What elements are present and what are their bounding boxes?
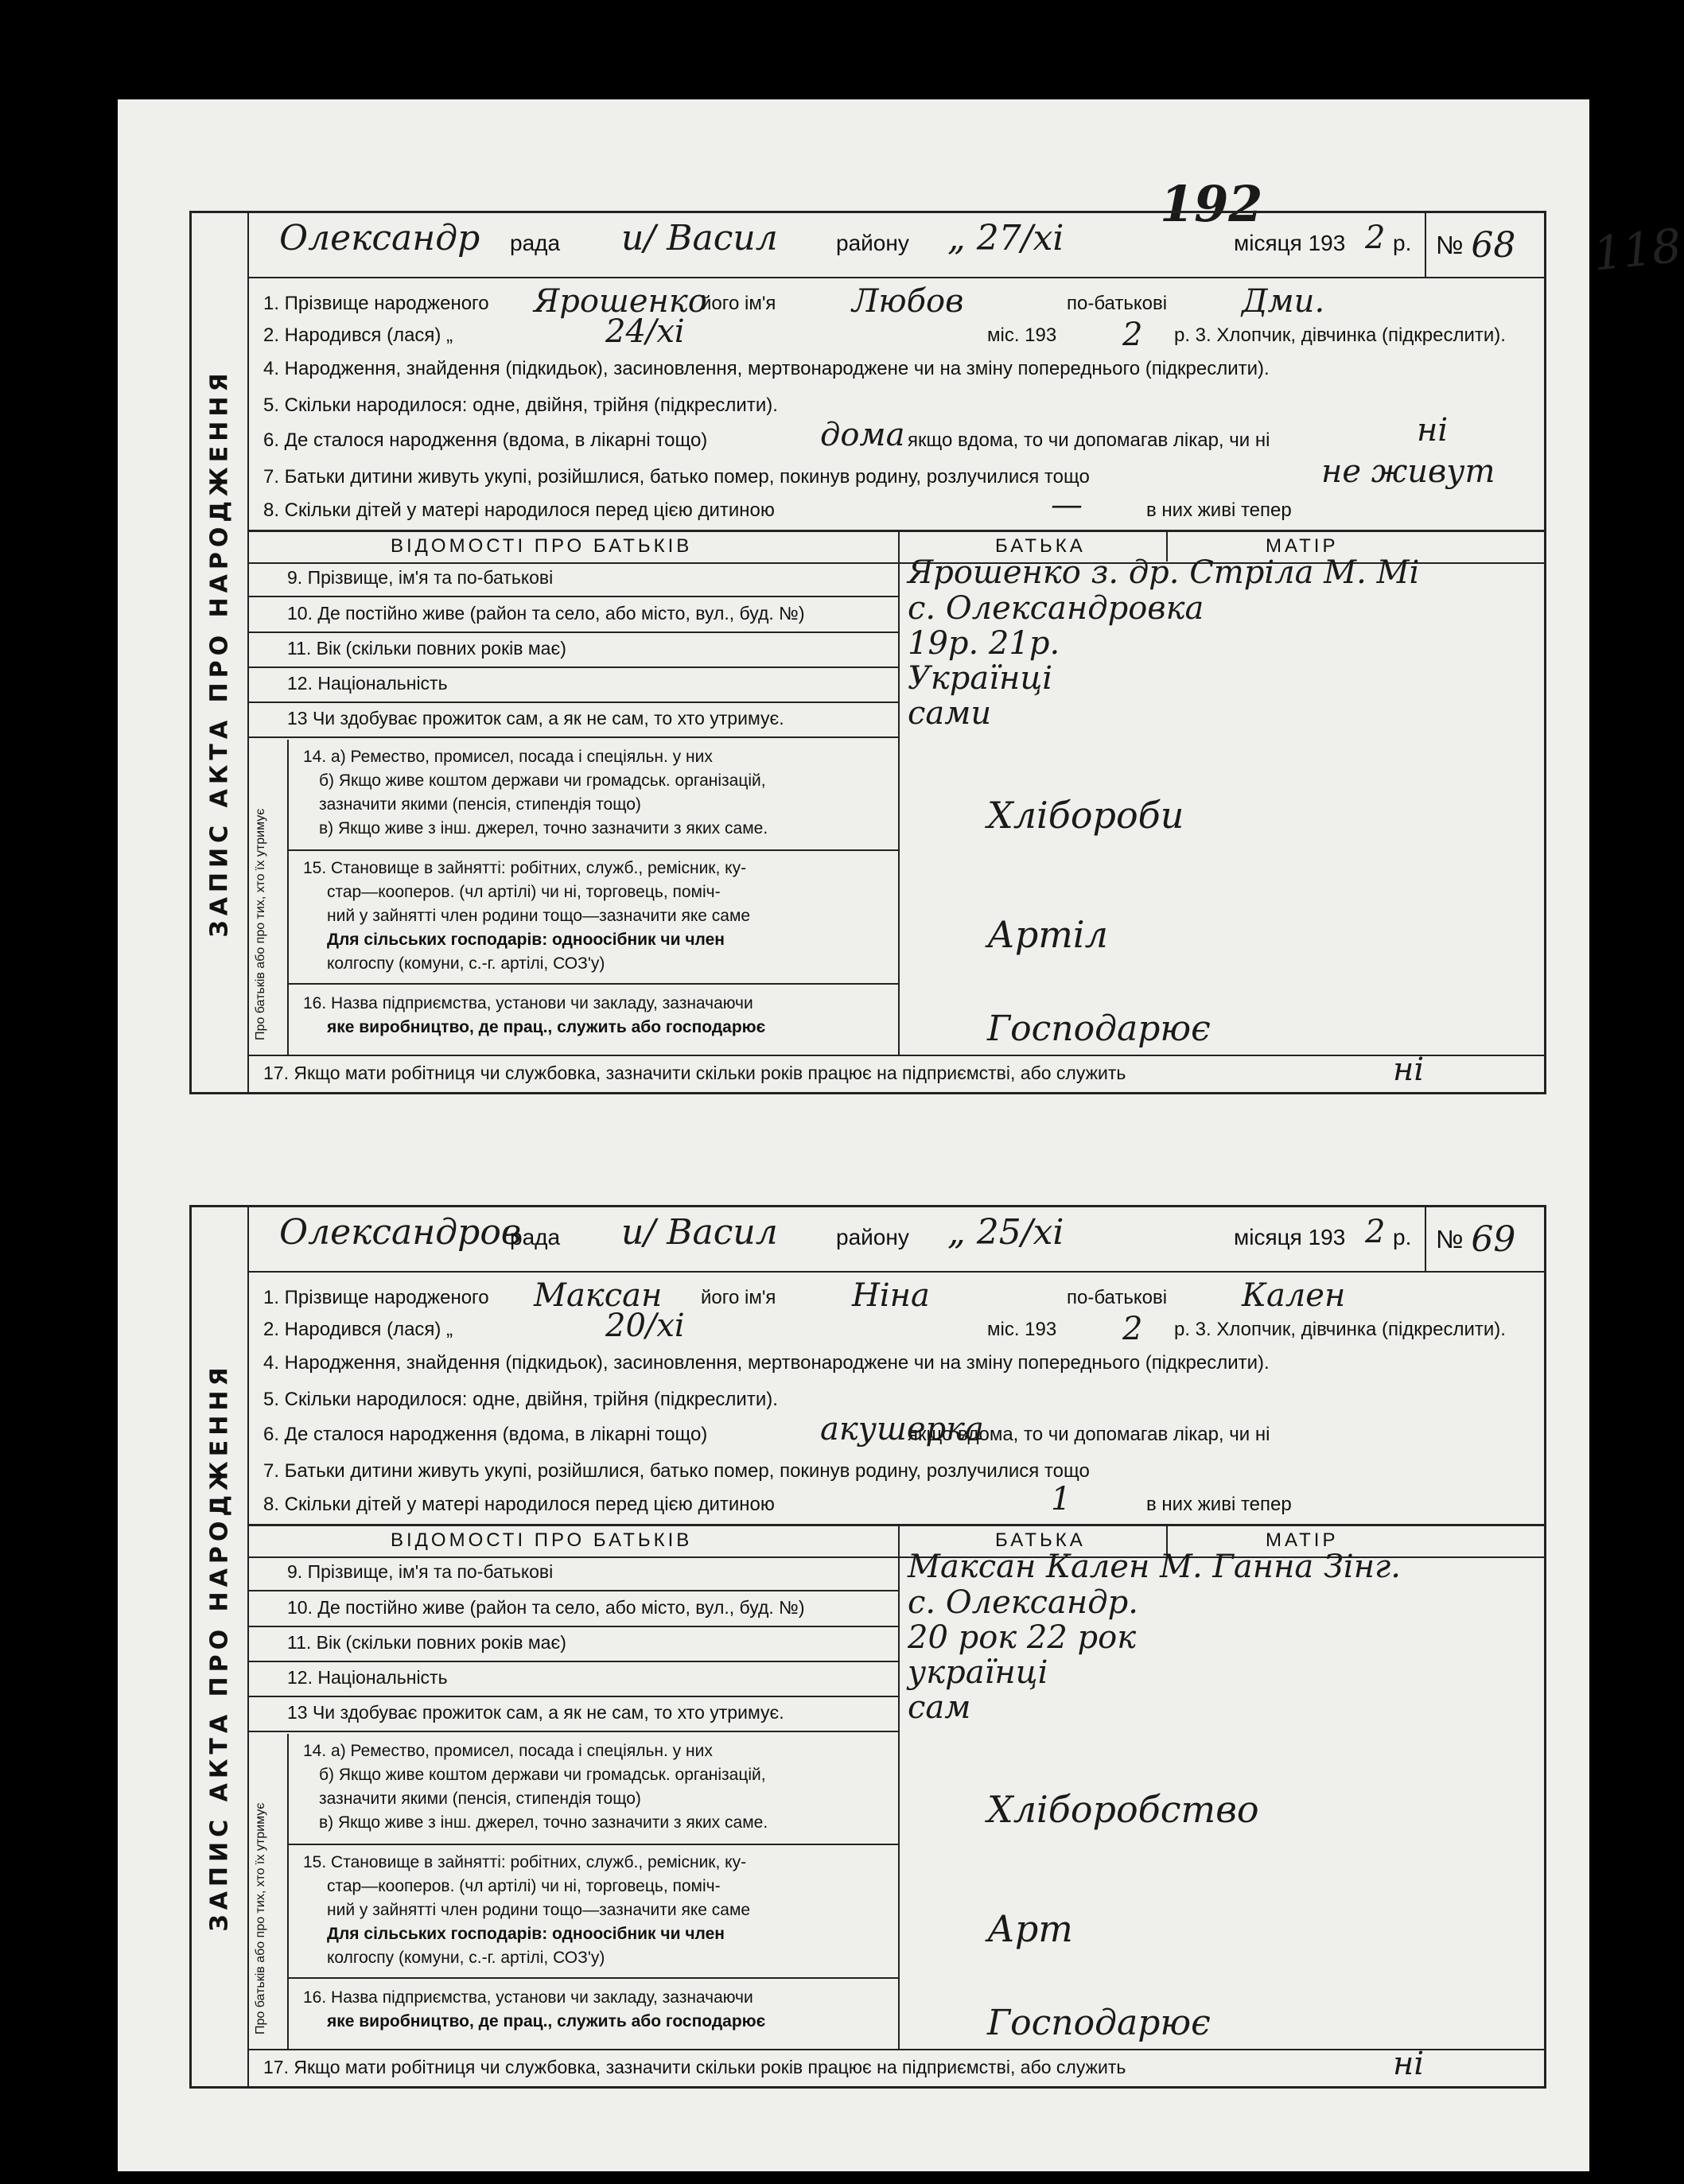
- line-1-end: по-батькові: [1067, 1287, 1168, 1308]
- parents-row-11: 11. Вік (скільки повних років має): [287, 638, 566, 659]
- line-17-text: 17. Якщо мати робітниця чи службовка, зазначити скільки років працює на підприємстві, або служить: [263, 2057, 1126, 2077]
- block16-line-0: 16. Назва підприємства, установи чи закладу, зазначаючи: [303, 994, 753, 1012]
- hw-line-17: ні: [1393, 1051, 1425, 1088]
- hw-date: „ 25/xi: [947, 1212, 1064, 1253]
- hw-block16: Господарює: [987, 2003, 1211, 2043]
- row-rule-13: [247, 1731, 898, 1732]
- block15-line-1: стар—кооперов. (чл артілі) чи ні, торговець, поміч-: [327, 1877, 721, 1895]
- side-title-column: [192, 1207, 249, 2086]
- small-col-divider: [287, 1734, 289, 2049]
- block14-line-2: зазначити якими (пенсія, стипендія тощо): [319, 795, 641, 814]
- hw-line-5-0: акушерка: [820, 1411, 984, 1448]
- hw-line-1-1: Любов: [852, 283, 964, 320]
- line-2: 2. Народився (лася) „: [263, 324, 453, 346]
- document-page: [118, 99, 1684, 2171]
- row-rule-11: [247, 666, 898, 668]
- row-rule-10: [247, 631, 898, 633]
- hw-line-1-0: Ярошенко: [534, 283, 707, 320]
- year-suffix: р.: [1393, 1225, 1412, 1249]
- line-7: 8. Скільки дітей у матері народилося перед цією дитиною: [263, 1494, 775, 1515]
- line-5-mid: якщо вдома, то чи допомагав лікар, чи ні: [908, 1424, 1270, 1445]
- hw-line-6-0: не живут: [1321, 453, 1495, 490]
- parents-section-title: ВІДОМОСТІ ПРО БАТЬКІВ: [391, 1529, 693, 1551]
- side-small-label: Про батьків або про тих, хто їх утримує: [254, 808, 267, 1040]
- col-divider-1: [898, 1524, 900, 2049]
- line-2: 2. Народився (лася) „: [263, 1319, 453, 1340]
- hw-year: 2: [1365, 220, 1386, 256]
- parents-row-12: 12. Національність: [287, 673, 448, 694]
- hw-block16: Господарює: [987, 1008, 1211, 1049]
- form-frame: [189, 211, 1546, 1094]
- line-4: 5. Скільки народилося: одне, двійня, трійня (підкреслити).: [263, 1389, 778, 1410]
- hw-parents-row-13: сами: [908, 695, 992, 732]
- hw-record-number: 69: [1471, 1218, 1516, 1260]
- form-header: [247, 1207, 1544, 1273]
- hw-parents-row-10: с. Олександровка: [908, 590, 1204, 627]
- raion-label: району: [836, 231, 909, 255]
- hw-line-5-1: ні: [1417, 412, 1449, 449]
- hw-line-17: ні: [1393, 2046, 1425, 2082]
- side-title: ЗАПИС АКТА ПРО НАРОДЖЕННЯ: [205, 367, 234, 938]
- block15-line-3: Для сільських господарів: одноосібник чи член: [327, 931, 725, 949]
- line-5: 6. Де сталося народження (вдома, в лікарні тощо): [263, 429, 708, 451]
- hw-date: „ 27/xi: [947, 218, 1064, 258]
- hw-record-number: 68: [1471, 224, 1516, 266]
- row-rule-12: [247, 701, 898, 703]
- line-1: 1. Прізвище народженого: [263, 293, 489, 314]
- line-7-mid: в них живі тепер: [1146, 499, 1292, 521]
- block15-line-0: 15. Становище в зайнятті: робітних, служб., ремісник, ку-: [303, 859, 747, 877]
- block14-rule: [287, 849, 898, 851]
- parents-row-9: 9. Прізвище, ім'я та по-батькові: [287, 567, 554, 588]
- hw-line-7-0: —: [1051, 487, 1083, 523]
- row-rule-13: [247, 736, 898, 738]
- hw-block15: Артіл: [987, 913, 1108, 956]
- line-1-end: по-батькові: [1067, 293, 1168, 314]
- hw-block15: Арт: [987, 1907, 1073, 1950]
- row-rule-9: [247, 1590, 898, 1591]
- block16-line-0: 16. Назва підприємства, установи чи закладу, зазначаючи: [303, 1988, 753, 2007]
- number-label: №: [1436, 1224, 1464, 1253]
- form-frame: [189, 1205, 1546, 2089]
- hw-block14: Хлібороби: [987, 794, 1184, 837]
- hw-line-2-0: 20/xi: [605, 1308, 685, 1344]
- hw-line-1-0: Максан: [534, 1277, 663, 1314]
- hw-line-1-1: Ніна: [852, 1277, 930, 1314]
- hw-raion: и/ Васил: [621, 218, 778, 258]
- hw-rada: Олександр: [279, 218, 480, 258]
- col-father: БАТЬКА: [995, 1529, 1086, 1551]
- side-title: ЗАПИС АКТА ПРО НАРОДЖЕННЯ: [205, 1362, 234, 1932]
- hw-line-2-1: 2: [1122, 1311, 1143, 1347]
- hw-parents-row-9: Максан Кален М. Ганна Зінг.: [908, 1549, 1401, 1585]
- block14-line-2: зазначити якими (пенсія, стипендія тощо): [319, 1790, 641, 1808]
- record-number-box: [1425, 213, 1544, 277]
- hw-parents-row-12: Українці: [908, 660, 1053, 697]
- hw-line-2-1: 2: [1122, 317, 1143, 353]
- col-father: БАТЬКА: [995, 535, 1086, 557]
- parents-row-11: 11. Вік (скільки повних років має): [287, 1632, 566, 1653]
- hw-line-1-2: Дми.: [1242, 283, 1325, 320]
- hw-parents-row-12: українці: [908, 1654, 1048, 1691]
- hw-raion: и/ Васил: [621, 1212, 778, 1253]
- line-2-mid: міс. 193: [987, 324, 1057, 346]
- hw-line-7-0: 1: [1051, 1481, 1071, 1518]
- hw-line-2-0: 24/xi: [605, 313, 685, 350]
- line-2-end: р. 3. Хлопчик, дівчинка (підкреслити).: [1174, 324, 1506, 346]
- parents-row-12: 12. Національність: [287, 1667, 448, 1688]
- parents-section-title: ВІДОМОСТІ ПРО БАТЬКІВ: [391, 535, 693, 557]
- block14-line-3: в) Якщо живе з інш. джерел, точно зазначити з яких саме.: [319, 1813, 768, 1832]
- line-1-mid: його ім'я: [701, 293, 776, 314]
- parents-row-10: 10. Де постійно живе (район та село, або місто, вул., буд. №): [287, 603, 805, 624]
- hw-line-1-2: Кален: [1242, 1277, 1346, 1314]
- block15-line-2: ний у зайнятті член родини тощо—зазначити яке саме: [327, 907, 751, 925]
- parents-row-13: 13 Чи здобуває прожиток сам, а як не сам, то хто утримує.: [287, 708, 784, 729]
- line-6: 7. Батьки дитини живуть укупі, розійшлися, батько помер, покинув родину, розлучилися тощо: [263, 466, 1090, 488]
- line-7: 8. Скільки дітей у матері народилося перед цією дитиною: [263, 499, 775, 521]
- block15-line-4: колгоспу (комуни, с.-г. артілі, СОЗ'у): [327, 954, 605, 973]
- hw-line-5-0: дома: [820, 417, 905, 453]
- block14-line-1: б) Якщо живе коштом держави чи громадськ. організацій,: [319, 771, 766, 790]
- block14-rule: [287, 1844, 898, 1845]
- line-5: 6. Де сталося народження (вдома, в лікарні тощо): [263, 1424, 708, 1445]
- line-3: 4. Народження, знайдення (підкидьок), засиновлення, мертвонароджене чи на зміну попереднього (підкреслити).: [263, 1352, 1270, 1374]
- line-17: [247, 1051, 1544, 1091]
- month-label: місяця 193: [1234, 1225, 1346, 1249]
- block14-line-1: б) Якщо живе коштом держави чи громадськ. організацій,: [319, 1766, 766, 1784]
- line-1: 1. Прізвище народженого: [263, 1287, 489, 1308]
- line-5-mid: якщо вдома, то чи допомагав лікар, чи ні: [908, 429, 1270, 451]
- raion-label: району: [836, 1225, 909, 1249]
- block15-rule: [287, 1977, 898, 1979]
- col-mother: МАТІР: [1266, 535, 1339, 557]
- line-17-text: 17. Якщо мати робітниця чи службовка, зазначити скільки років працює на підприємстві, або служить: [263, 1063, 1126, 1083]
- row-rule-11: [247, 1661, 898, 1662]
- hw-year: 2: [1365, 1214, 1386, 1250]
- block15-rule: [287, 983, 898, 985]
- hw-parents-row-13: сам: [908, 1689, 971, 1726]
- rada-label: рада: [510, 231, 561, 255]
- line-2-end: р. 3. Хлопчик, дівчинка (підкреслити).: [1174, 1319, 1506, 1340]
- hw-parents-row-11: 20 рок 22 рок: [908, 1619, 1137, 1656]
- record-number-box: [1425, 1207, 1544, 1271]
- col-mother: МАТІР: [1266, 1529, 1339, 1551]
- year-suffix: р.: [1393, 231, 1412, 255]
- block16-line-1: яке виробництво, де прац., служить або господарює: [327, 2012, 766, 2030]
- parents-row-9: 9. Прізвище, ім'я та по-батькові: [287, 1561, 554, 1582]
- rada-label: рада: [510, 1225, 561, 1249]
- line-2-mid: міс. 193: [987, 1319, 1057, 1340]
- form-header: [247, 213, 1544, 278]
- side-title-column: [192, 213, 249, 1092]
- line-1-mid: його ім'я: [701, 1287, 776, 1308]
- block14-line-0: 14. а) Ремество, промисел, посада і спеціяльн. у них: [303, 748, 713, 766]
- line-6: 7. Батьки дитини живуть укупі, розійшлися, батько помер, покинув родину, розлучилися тощо: [263, 1460, 1090, 1482]
- line-7-mid: в них живі тепер: [1146, 1494, 1292, 1515]
- block15-line-4: колгоспу (комуни, с.-г. артілі, СОЗ'у): [327, 1949, 605, 1967]
- hw-parents-row-9: Ярошенко з. др. Стріла М. Мі: [908, 554, 1420, 591]
- hw-parents-row-10: с. Олександр.: [908, 1584, 1138, 1621]
- small-col-divider: [287, 740, 289, 1055]
- block14-line-3: в) Якщо живе з інш. джерел, точно зазначити з яких саме.: [319, 819, 768, 837]
- block14-line-0: 14. а) Ремество, промисел, посада і спеціяльн. у них: [303, 1742, 713, 1760]
- block15-line-1: стар—кооперов. (чл артілі) чи ні, торговець, поміч-: [327, 883, 721, 901]
- block15-line-2: ний у зайнятті член родини тощо—зазначити яке саме: [327, 1901, 751, 1919]
- row-rule-9: [247, 596, 898, 597]
- page-number: 118: [1590, 218, 1684, 282]
- stamp-number: 192: [1160, 175, 1263, 233]
- block15-line-0: 15. Становище в зайнятті: робітних, служб., ремісник, ку-: [303, 1853, 747, 1871]
- block16-line-1: яке виробництво, де прац., служить або господарює: [327, 1018, 766, 1036]
- number-label: №: [1436, 230, 1464, 259]
- row-rule-10: [247, 1626, 898, 1627]
- hw-parents-row-11: 19р. 21р.: [908, 625, 1060, 662]
- line-4: 5. Скільки народилося: одне, двійня, трійня (підкреслити).: [263, 394, 778, 416]
- block15-line-3: Для сільських господарів: одноосібник чи член: [327, 1925, 725, 1943]
- hw-block14: Хліборобство: [987, 1788, 1259, 1831]
- side-small-label: Про батьків або про тих, хто їх утримує: [254, 1802, 267, 2034]
- line-17: [247, 2046, 1544, 2085]
- line-3: 4. Народження, знайдення (підкидьок), засиновлення, мертвонароджене чи на зміну попереднього (підкреслити).: [263, 358, 1270, 379]
- row-rule-12: [247, 1696, 898, 1697]
- month-label: місяця 193: [1234, 231, 1346, 255]
- parents-row-10: 10. Де постійно живе (район та село, або місто, вул., буд. №): [287, 1597, 805, 1618]
- parents-row-13: 13 Чи здобуває прожиток сам, а як не сам, то хто утримує.: [287, 1702, 784, 1723]
- col-divider-1: [898, 530, 900, 1055]
- hw-rada: Олександров: [279, 1212, 522, 1253]
